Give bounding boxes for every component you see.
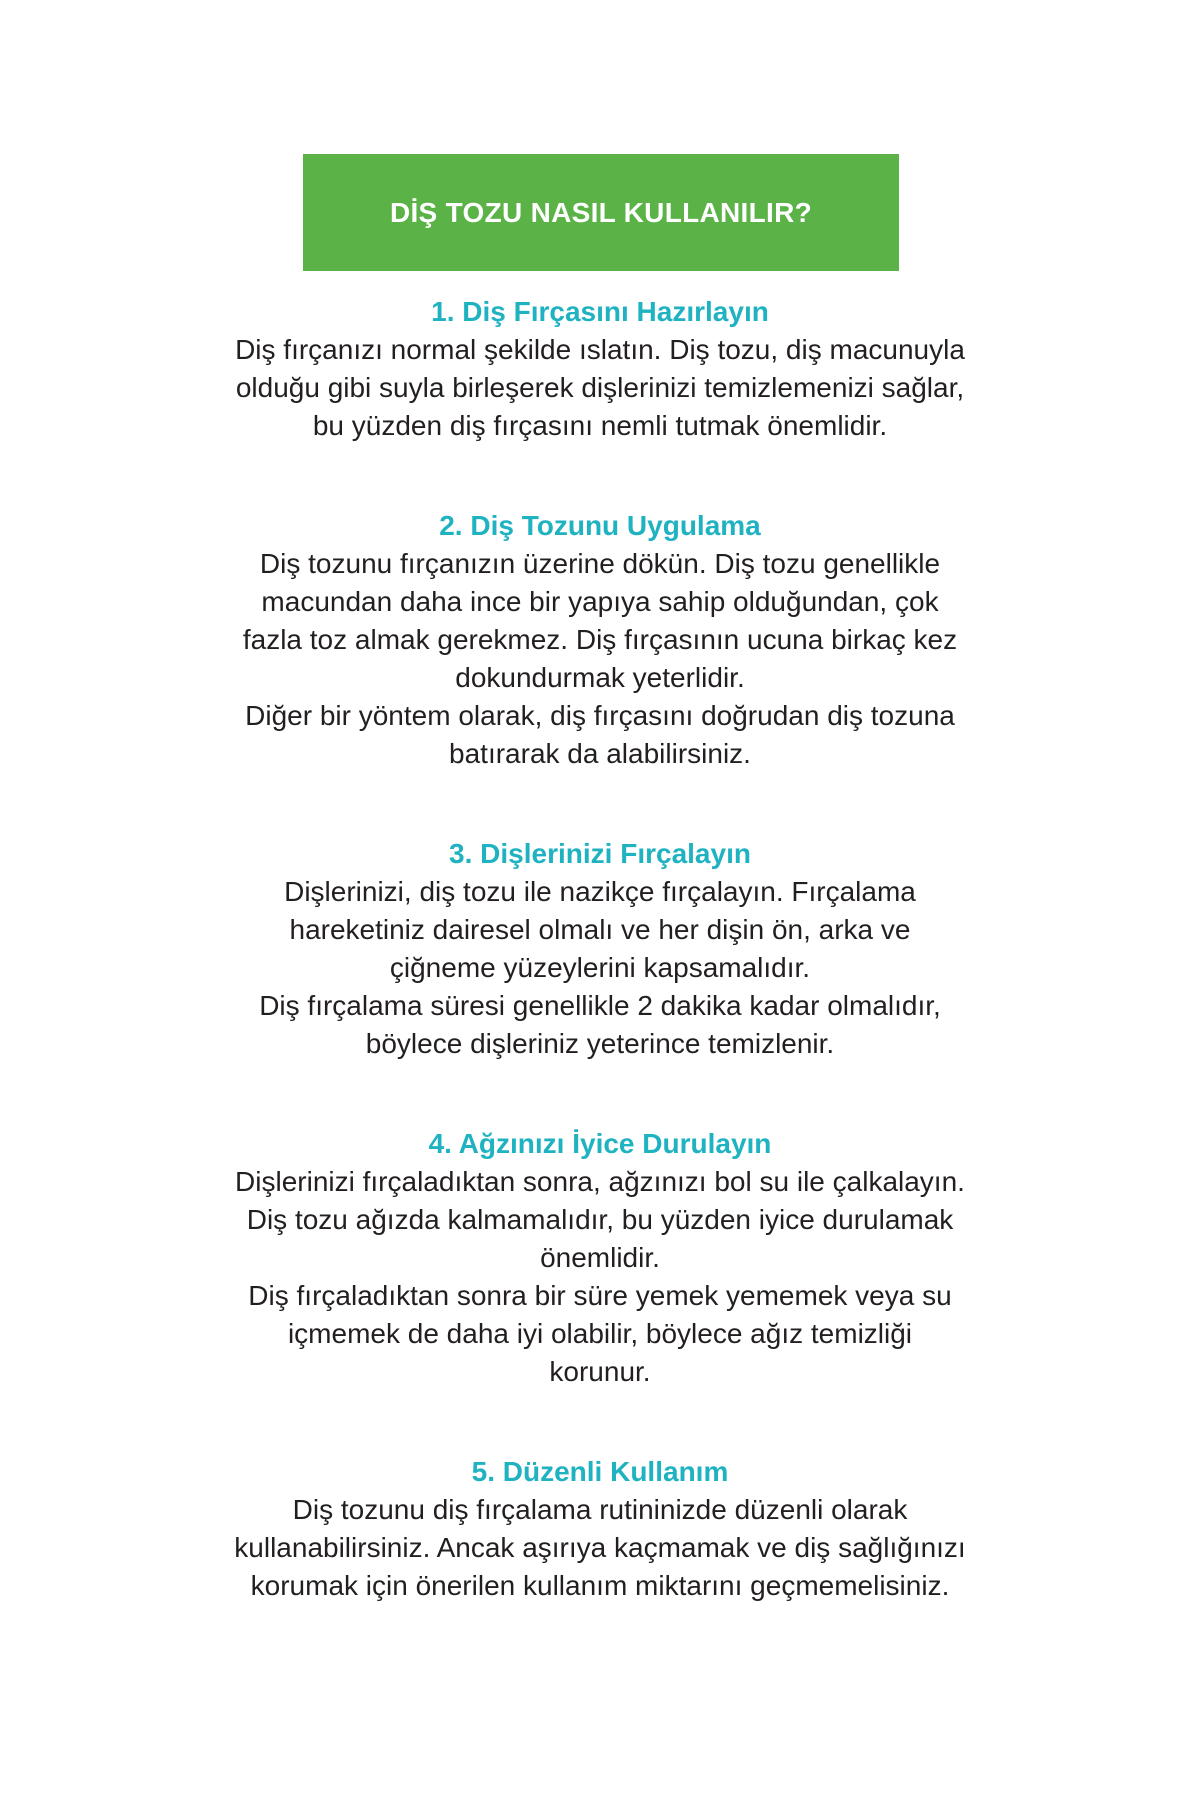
step-body	[150, 873, 1050, 1063]
step-body-line: Diğer bir yöntem olarak, diş fırçasını doğrudan diş tozuna	[245, 700, 955, 731]
step-heading: 5. Düzenli Kullanım	[471, 1456, 729, 1487]
step-body-line: Diş tozunu fırçanızın üzerine dökün. Diş tozu genellikle	[259, 548, 941, 579]
step-body-line: önemlidir.	[540, 1242, 660, 1273]
instruction-step-4	[150, 1125, 1050, 1391]
step-body-line: bu yüzden diş fırçasını nemli tutmak önemlidir.	[312, 410, 888, 441]
step-body-line: Diş fırçanızı normal şekilde ıslatın. Diş tozu, diş macunuyla	[235, 334, 965, 365]
step-body	[150, 1491, 1050, 1605]
step-body	[150, 545, 1050, 773]
step-body-line: Diş tozunu diş fırçalama rutininizde düzenli olarak	[292, 1494, 908, 1525]
page-title: DİŞ TOZU NASIL KULLANILIR?	[389, 196, 813, 228]
step-body-line: Diş tozu ağızda kalmamalıdır, bu yüzden iyice durulamak	[246, 1204, 954, 1235]
instruction-step-1	[150, 293, 1050, 445]
instruction-step-3	[150, 835, 1050, 1063]
step-body-line: batırarak da alabilirsiniz.	[449, 738, 751, 769]
step-body	[150, 1163, 1050, 1391]
step-body-line: Diş fırçaladıktan sonra bir süre yemek yememek veya su	[248, 1280, 952, 1311]
step-body-line: fazla toz almak gerekmez. Diş fırçasının ucuna birkaç kez	[242, 624, 958, 655]
step-body-line: Diş fırçalama süresi genellikle 2 dakika kadar olmalıdır,	[259, 990, 941, 1021]
step-body-line: korumak için önerilen kullanım miktarını geçmemelisiniz.	[250, 1570, 950, 1601]
step-body-line: Dişlerinizi, diş tozu ile nazikçe fırçalayın. Fırçalama	[284, 876, 916, 907]
step-body-line: çiğneme yüzeylerini kapsamalıdır.	[389, 952, 811, 983]
step-body-line: dokundurmak yeterlidir.	[455, 662, 745, 693]
step-heading: 2. Diş Tozunu Uygulama	[439, 510, 761, 541]
step-body-line: Dişlerinizi fırçaladıktan sonra, ağzınızı bol su ile çalkalayın.	[235, 1166, 965, 1197]
step-body-line: kullanabilirsiniz. Ancak aşırıya kaçmamak ve diş sağlığınızı	[234, 1532, 966, 1563]
instruction-step-5	[150, 1453, 1050, 1605]
step-body-line: korunur.	[549, 1356, 651, 1387]
instruction-step-2	[150, 507, 1050, 773]
step-heading: 4. Ağzınızı İyice Durulayın	[428, 1128, 772, 1159]
step-body-line: böylece dişleriniz yeterince temizlenir.	[365, 1028, 835, 1059]
step-body-line: olduğu gibi suyla birleşerek dişlerinizi temizlemenizi sağlar,	[235, 372, 965, 403]
title-banner	[303, 154, 899, 271]
step-body-line: içmemek de daha iyi olabilir, böylece ağız temizliği	[287, 1318, 913, 1349]
step-heading: 1. Diş Fırçasını Hazırlayın	[431, 296, 769, 327]
step-body-line: hareketiniz dairesel olmalı ve her dişin ön, arka ve	[289, 914, 911, 945]
instruction-sections	[150, 293, 1050, 1605]
step-body	[150, 331, 1050, 445]
step-body-line: macundan daha ince bir yapıya sahip olduğundan, çok	[261, 586, 939, 617]
step-heading: 3. Dişlerinizi Fırçalayın	[449, 838, 751, 869]
